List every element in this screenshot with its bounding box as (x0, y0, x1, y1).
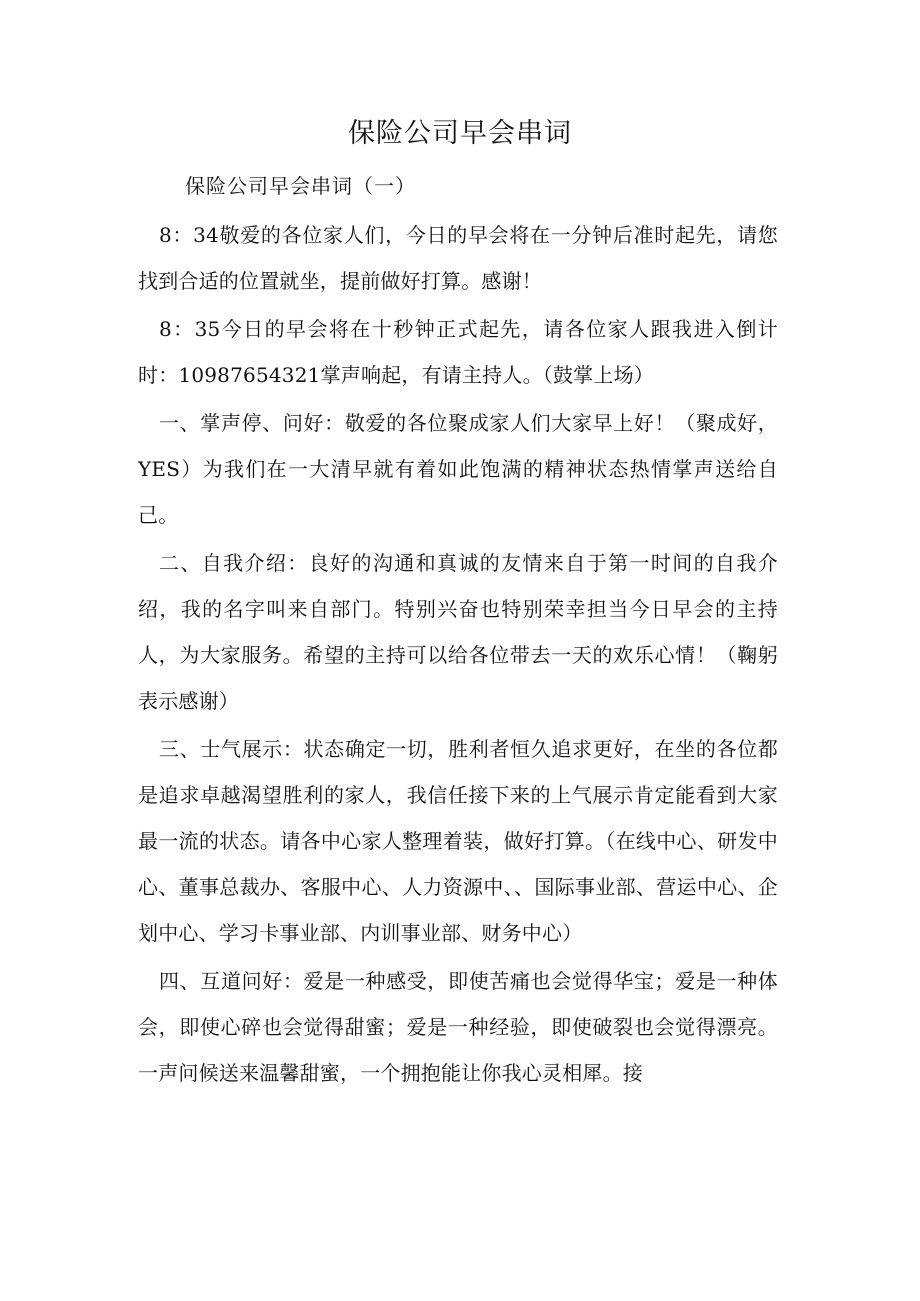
paragraph-greeting: 一、掌声停、问好：敬爱的各位聚成家人们大家早上好！（聚成好，YES）为我们在一大清早就有着如此饱满的精神状态热情掌声送给自己。 (138, 411, 778, 527)
paragraph-opening-notice: 8：34敬爱的各位家人们，今日的早会将在一分钟后准时起先，请您找到合适的位置就坐，提前做好打算。感谢！ (138, 223, 778, 293)
paragraph-mutual-greeting: 四、互道问好：爱是一种感受，即使苦痛也会觉得华宝；爱是一种体会，即使心碎也会觉得甜蜜；爱是一种经验，即使破裂也会觉得漂亮。一声问候送来温馨甜蜜，一个拥抱能让你我心灵相犀。接 (138, 969, 778, 1085)
paragraph-countdown: 8：35今日的早会将在十秒钟正式起先，请各位家人跟我进入倒计时：10987654321掌声响起，有请主持人。（鼓掌上场） (138, 317, 778, 387)
paragraph-self-introduction: 二、自我介绍：良好的沟通和真诚的友情来自于第一时间的自我介绍，我的名字叫来自部门。特别兴奋也特别荣幸担当今日早会的主持人，为大家服务。希望的主持可以给各位带去一天的欢乐心情！（鞠躬表示感谢） (138, 551, 778, 713)
document-title: 保险公司早会串词 (348, 118, 572, 149)
document-subtitle: 保险公司早会串词（一） (185, 174, 416, 198)
paragraph-morale-display: 三、士气展示：状态确定一切，胜利者恒久追求更好，在坐的各位都是追求卓越渴望胜利的家人，我信任接下来的上气展示肯定能看到大家最一流的状态。请各中心家人整理着装，做好打算。（在线中心、研发中心、董事总裁办、客服中心、人力资源中、、国际事业部、营运中心、企划中心、学习卡事业部、内训事业部、财务中心） (138, 737, 778, 945)
document-body (138, 212, 778, 1096)
